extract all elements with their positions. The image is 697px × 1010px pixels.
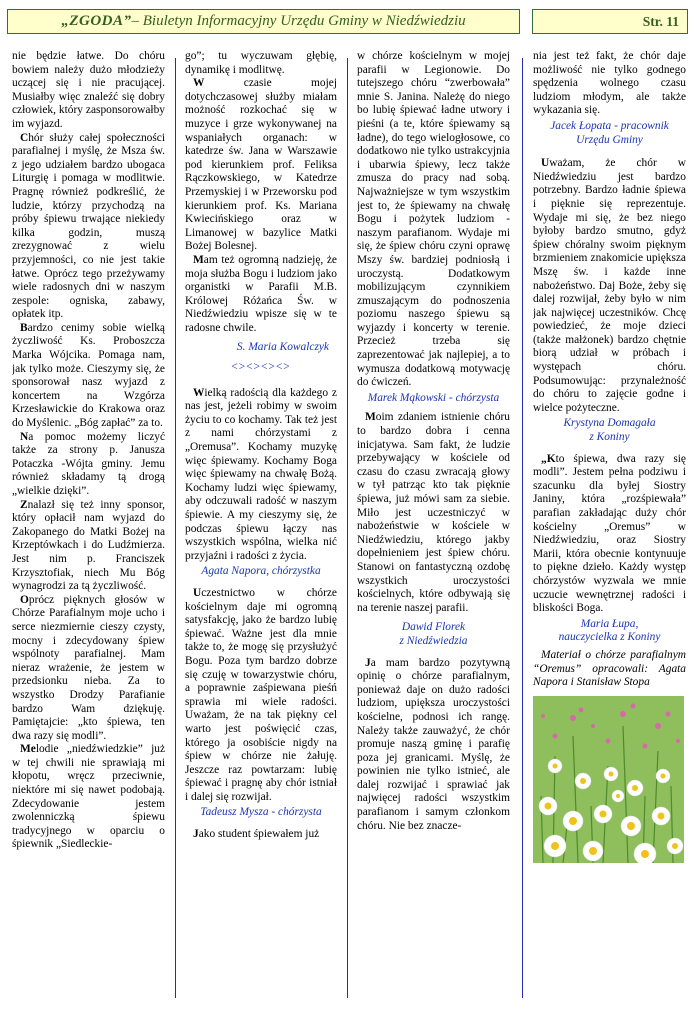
- daisy-meadow-icon: [533, 696, 684, 863]
- author-signature: Agata Napora, chórzystka: [201, 565, 321, 578]
- paragraph: Uważam, że chór w Niedźwiedziu jest bardzo potrzebny. Bardzo ładnie śpiewa i pięknie się reprezentuje. Wydaje mi się, że bez niego byłoby bardzo smutno, gdyż śpiew chóralny swoim pięknym brzmieniem znakomicie upiększa Mszę św. i każde inne nabożeństwo. Daj Boże, żeby się dalej rozwijał, żeby było w nim jak najwięcej uczestników. Chcę powiedzieć, że moje dzieci (także małżonek) bardzo chętnie biorą udział w próbach i występach chóru. Podsumowując: przynależność do chóru to zajęcie godne i wielce pożyteczne.: [533, 157, 686, 414]
- paragraph: Ja mam bardzo pozytywną opinię o chórze parafialnym, ponieważ daje on dużo radości ludziom, upiększa uroczystości kościelne, podnosi ich rangę. Należy także zauważyć, że chór promuje naszą gminę i parafię poza jej granicami. Myślę, że powinien nie tylko istnieć, ale dalej rozwijać i sprawiać jak najwięcej radości wszystkim parafianom i samym członkom chóru. Nie bez znacze-: [357, 656, 510, 832]
- bulletin-name: „ZGODA”: [61, 13, 132, 29]
- page-number-label: Str. 11: [642, 13, 679, 29]
- paragraph: Melodie „niedźwiedzkie” już w tej chwili nie sprawiają mi kłopotu, wręcz przeciwnie, niektóre mi się nawet podobają. Zdecydowanie jestem zwolenniczką śpiewu tradycyjnego w oparciu o śpiewnik „Siedleckie-: [12, 743, 165, 851]
- author-signature: Marek Mąkowski - chórzysta: [367, 391, 500, 404]
- column-divider: [347, 58, 348, 998]
- column-divider: [522, 58, 523, 998]
- author-signature: Jacek Łopata - pracownik Urzędu Gminy: [550, 119, 669, 146]
- article-column-4: [533, 50, 686, 1000]
- article-column-1: [12, 50, 165, 1000]
- paragraph: Mam też ogromną nadzieję, że moja służba Bogu i ludziom jako organistki w Parafii M.B. Królowej Różańca Św. w Niedźwiedziu wpisze się w te radosne chwile.: [185, 253, 337, 334]
- paragraph: Znalazł się też inny sponsor, który opłacił nam wyjazd do Zakopanego do Matki Bożej na Krzeptówkach i do Ludźmierza. Jest nim p. Franciszek Krzysztofiak, niech Mu Bóg wynagrodzi za tą życzliwość.: [12, 498, 165, 593]
- bulletin-header: [7, 9, 520, 34]
- author-signature: Tadeusz Mysza - chórzysta: [200, 806, 322, 819]
- paragraph: Moim zdaniem istnienie chóru to bardzo dobra i cenna inicjatywa. Sam fakt, że ludzie przebywający w kościele od czasu do czasu zwracają głowy w tył patrząc kto tak pięknie śpiewa, już mówi sam za siebie. Miło jest uczestniczyć w nabożeństwie w kościele w Niedźwiedziu, którego jakby dopełnieniem jest śpiew chóru. Stanowi on fantastyczną ozdobę wszystkich uroczystości kościelnych, które odbywają się na terenie naszej parafii.: [357, 411, 510, 614]
- author-signature: Dawid Florek z Niedźwiedzia: [399, 621, 468, 647]
- paragraph: Chór służy całej społeczności parafialnej i myślę, że Msza św. z jego udziałem bardzo ubogaca Liturgię i pomaga w modlitwie. Pragnę również podkreślić, że ludzie, którzy przychodzą na próby śpiewu trwające niekiedy kilka godzin, muszą zrezygnować z wielu przyjemności, co nie jest takie łatwe. Oprócz tego przeżywamy wiele radosnych dni w naszym zespole: ogniska, zabawy, opłatek itp.: [12, 131, 165, 321]
- section-separator: <><><><>: [231, 361, 291, 374]
- paragraph: W czasie mojej dotychczasowej służby miałam możność rozkochać się w muzyce i grze wykonywanej na wspaniałych organach: w katedrze św. Jana w Warszawie pod kierunkiem prof. Feliksa Rączkowskiego, w Katedrze Przemyskiej i w Przeworsku pod kierunkiem prof. Ks. Mariana Kwiecińskiego oraz w Limanowej w bazylice Matki Bożej Bolesnej.: [185, 77, 337, 253]
- column-divider: [175, 58, 176, 998]
- paragraph: Oprócz pięknych głosów w Chórze Parafialnym moje ucho i serce niezmiernie cieszy czysty, mocny i zdecydowany śpiew wspólnoty parafialnej. Mam nieraz wrażenie, że jestem w przedsionku nieba. Za to wszystko Drodzy Parafianie bardzo Wam dziękuję. Pamiętajcie: „kto śpiewa, ten dwa razy się modli”.: [12, 593, 165, 742]
- paragraph: Bardzo cenimy sobie wielką życzliwość Ks. Proboszcza Marka Wójcika. Pomaga nam, jak tylko może. Cieszymy się, że sponsorował nasz wyjazd z koncertem na Wzgórza Krzesławickie do Krakowa oraz do Myślenic. „Bóg zapłać” za to.: [12, 321, 165, 430]
- paragraph: Na pomoc możemy liczyć także za strony p. Janusza Potaczka -Wójta gminy. Jemu również składamy tą drogą „wielkie dzięki”.: [12, 430, 165, 497]
- paragraph: nie będzie łatwe. Do chóru bowiem należy dużo młodzieży uczącej się i nie pracującej. Musiałby więc znaleźć się dobry człowiek, który zasponsorowałby im wyjazd.: [12, 50, 165, 130]
- paragraph: Wielką radością dla każdego z nas jest, jeżeli robimy w swoim życiu to co kochamy. Tak też jest z nami chórzystami z „Oremusa”. Kochamy muzykę więc śpiewamy. Kochamy Boga więc śpiewamy na chwałę Bożą. Kochamy ludzi więc śpiewamy, aby odczuwali radość w naszym śpiewie. A my cieszymy się, że podczas śpiewu łączy nas wszystkich wspólna, wielka nić przyjaźni i radości z życia.: [185, 386, 337, 562]
- paragraph: go”; tu wyczuwam głębię, dynamikę i modlitwę.: [185, 50, 337, 76]
- flowers-photo: [533, 696, 684, 863]
- editorial-note: Materiał o chórze parafialnym “Oremus” opracowali: Agata Napora i Stanisław Stopa: [533, 648, 686, 689]
- author-signature: Krystyna Domagała z Koniny: [563, 417, 656, 444]
- paragraph: Uczestnictwo w chórze kościelnym daje mi ogromną satysfakcję, jako że bardzo lubię śpiewać. Ważne jest dla mnie także to, że mogę się przysłużyć Bogu. Poza tym bardzo dobrze się czuję w towarzystwie chóru, a poprawnie zaśpiewana pieśń sprawia mi wiele radości. Uważam, że na tak piękny cel warto jest poświęcić czas, którego ja osobiście nigdy na śpiew w chórze nie żałuję. Jeszcze raz powtarzam: lubię śpiewać i pragnę aby chór istniał i dalej się rozwijał.: [185, 586, 337, 803]
- bulletin-subtitle: – Biuletyn Informacyjny Urzędu Gminy w Niedźwiedziu: [131, 13, 466, 29]
- paragraph: „Kto śpiewa, dwa razy się modli”. Jestem pełna podziwu i szacunku dla byłej Siostry Janiny, która „rozśpiewała” parafian zakładając duży chór kościelny „Oremus” w Niedźwiedziu, oraz Siostry Marii, która obecnie kontynuuje to piękne dzieło. Każdy występ chórzystów wyzwala we mnie uczucie wewnętrznej radości i bliskości Boga.: [533, 452, 686, 615]
- author-signature: Maria Łupa, nauczycielka z Koniny: [558, 617, 661, 644]
- paragraph: Jako student śpiewałem już: [193, 828, 320, 841]
- paragraph: w chórze kościelnym w mojej parafii w Legionowie. Do tutejszego chóru “zwerbowała” mnie S. Janina. Należę do niego bo lubię śpiewać ładne utwory i pieśni (a te, które śpiewamy są ładne), do tego wielogłosowe, co dodatkowo nie tylko ustrakcyjnia i ubarwia śpiewy, lecz także zmusza do pracy nad sobą. Najważniejsze w tym wszystkim jest to, że śpiewamy na chwałę Bogu i pożytek ludziom - naszym parafianom. Wydaje mi się, że śpiew chóru czyni oprawę Mszy św. bardziej podniosłą i uroczystą. Dodatkowym mobilizującym czynnikiem zmuszającym do podnoszenia poziomu naszego śpiewu są wyjazdy i koncerty w terenie. Przecież trzeba się zaprezentować jak najlepiej, a to wymusza dodatkową motywację do ćwiczeń.: [357, 50, 510, 389]
- article-column-3: [357, 50, 510, 1000]
- article-column-2: [185, 50, 337, 1000]
- paragraph: nia jest też fakt, że chór daje możliwość nie tylko godnego spędzenia wolnego czasu ludziom młodym, ale także wykazania się.: [533, 50, 686, 117]
- page-number: [532, 9, 688, 34]
- author-signature: S. Maria Kowalczyk: [236, 341, 329, 354]
